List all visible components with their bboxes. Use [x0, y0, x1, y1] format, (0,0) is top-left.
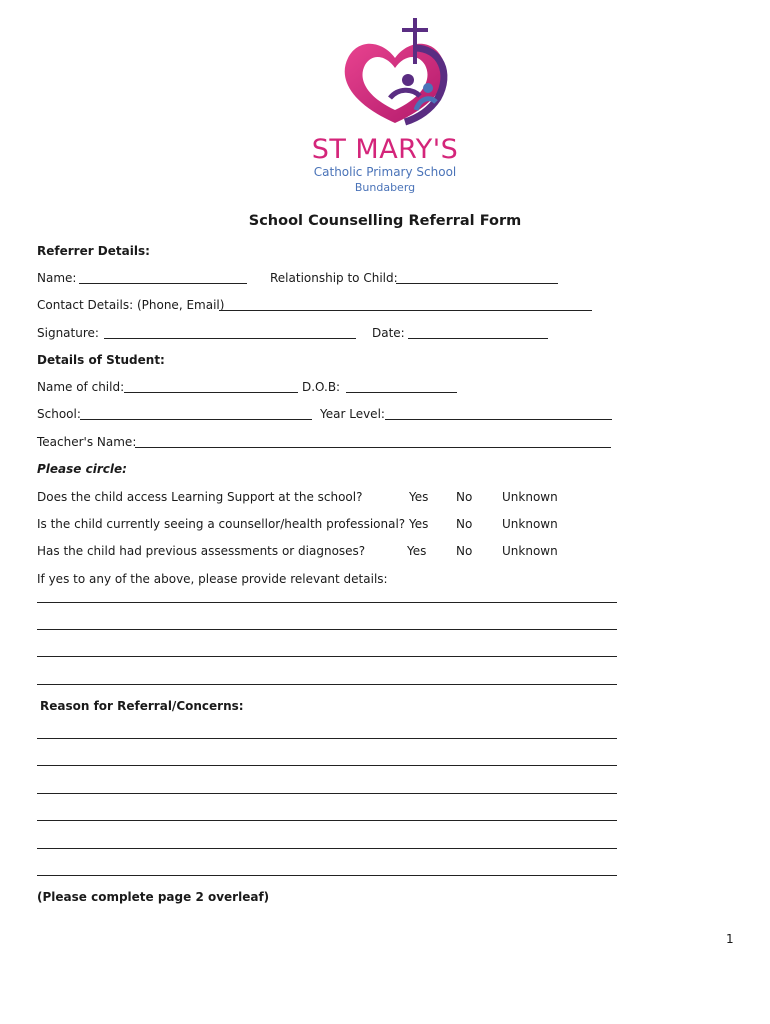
name-field[interactable]	[79, 283, 247, 284]
signature-label: Signature:	[37, 326, 99, 340]
child-name-label: Name of child:	[37, 380, 125, 394]
teacher-field[interactable]	[135, 447, 611, 448]
option-no[interactable]: No	[456, 517, 473, 531]
details-line[interactable]	[37, 684, 617, 685]
question-text: Is the child currently seeing a counsellor/health professional?	[37, 517, 406, 531]
page-number: 1	[726, 932, 734, 946]
dob-label: D.O.B:	[302, 380, 341, 394]
school-crest-icon	[320, 18, 470, 138]
contact-label: Contact Details: (Phone, Email)	[37, 298, 225, 312]
date-label: Date:	[372, 326, 405, 340]
option-unknown[interactable]: Unknown	[502, 544, 558, 558]
question-text: Does the child access Learning Support at the school?	[37, 490, 363, 504]
footer-note: (Please complete page 2 overleaf)	[37, 890, 270, 904]
details-line[interactable]	[37, 629, 617, 630]
child-name-field[interactable]	[124, 392, 298, 393]
reason-line[interactable]	[37, 820, 617, 821]
school-name: ST MARY'S	[311, 134, 459, 165]
relationship-label: Relationship to Child:	[270, 271, 398, 285]
form-title: School Counselling Referral Form	[248, 213, 522, 229]
school-field[interactable]	[80, 419, 312, 420]
school-subtitle: Catholic Primary School	[313, 165, 457, 179]
details-line[interactable]	[37, 602, 617, 603]
teacher-label: Teacher's Name:	[37, 435, 137, 449]
reason-line[interactable]	[37, 793, 617, 794]
year-level-field[interactable]	[385, 419, 612, 420]
option-no[interactable]: No	[456, 544, 473, 558]
option-unknown[interactable]: Unknown	[502, 517, 558, 531]
option-yes[interactable]: Yes	[409, 490, 429, 504]
name-label: Name:	[37, 271, 77, 285]
reason-line[interactable]	[37, 765, 617, 766]
question-text: Has the child had previous assessments or diagnoses?	[37, 544, 366, 558]
option-unknown[interactable]: Unknown	[502, 490, 558, 504]
reason-heading: Reason for Referral/Concerns:	[40, 699, 244, 713]
contact-field[interactable]	[219, 310, 592, 311]
reason-line[interactable]	[37, 738, 617, 739]
student-heading: Details of Student:	[37, 353, 165, 367]
signature-field[interactable]	[104, 338, 356, 339]
circle-heading: Please circle:	[37, 462, 127, 476]
relationship-field[interactable]	[396, 283, 558, 284]
dob-field[interactable]	[346, 392, 457, 393]
details-line[interactable]	[37, 656, 617, 657]
date-field[interactable]	[408, 338, 548, 339]
referrer-heading: Referrer Details:	[37, 244, 150, 258]
school-label: School:	[37, 407, 81, 421]
option-yes[interactable]: Yes	[409, 517, 429, 531]
details-label: If yes to any of the above, please provide relevant details:	[37, 572, 388, 586]
reason-line[interactable]	[37, 875, 617, 876]
year-level-label: Year Level:	[320, 407, 385, 421]
option-no[interactable]: No	[456, 490, 473, 504]
reason-line[interactable]	[37, 848, 617, 849]
option-yes[interactable]: Yes	[407, 544, 427, 558]
school-location: Bundaberg	[354, 181, 416, 194]
